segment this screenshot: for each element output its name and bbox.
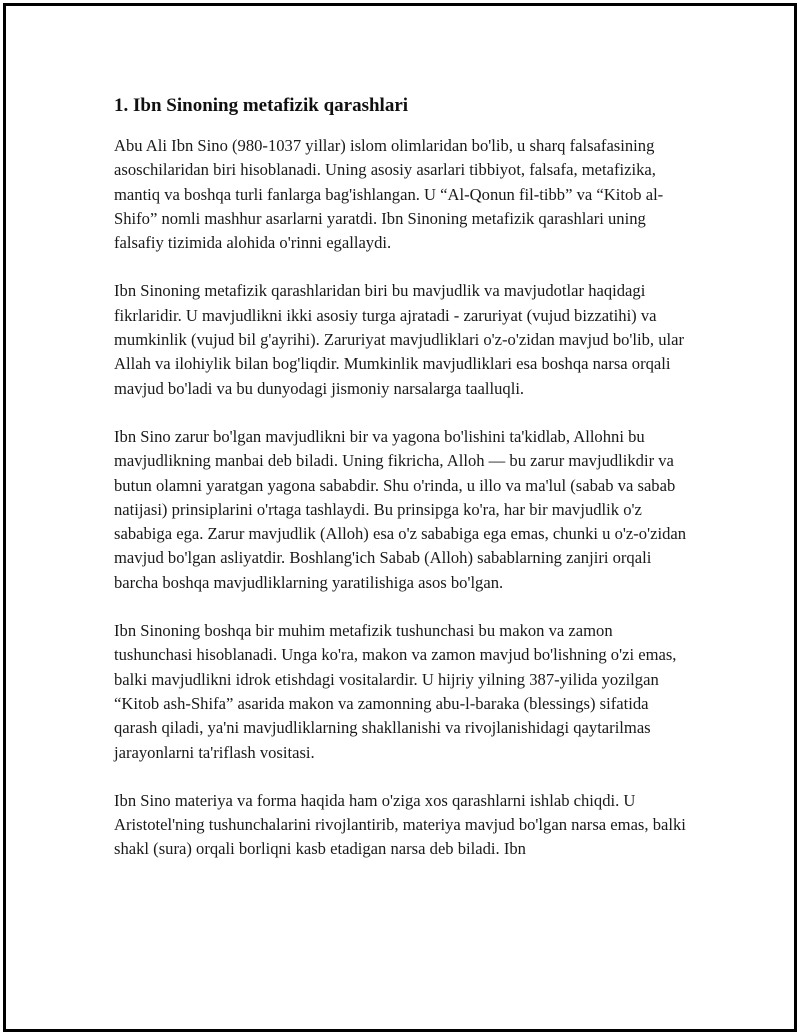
document-body — [114, 92, 694, 886]
paragraph-1: Abu Ali Ibn Sino (980-1037 yillar) islom olimlaridan bo'lib, u sharq falsafasining asoschilaridan biri hisoblanadi. Uning asosiy asarlari tibbiyot, falsafa, metafizika, mantiq va boshqa turli fanlarga bag'ishlangan. U “Al-Qonun fil-tibb” va “Kitob al-Shifo” nomli mashhur asarlarni yaratdi. Ibn Sinoning metafizik qarashlari uning falsafiy tizimida alohida o'rinni egallaydi. — [114, 136, 664, 253]
section-title: 1. Ibn Sinoning metafizik qarashlari — [114, 95, 409, 116]
paragraph-2: Ibn Sinoning metafizik qarashlaridan biri bu mavjudlik va mavjudotlar haqidagi fikrlaridir. U mavjudlikni ikki asosiy turga ajratadi - zaruriyat (vujud bizzatihi) va mumkinlik (vujud bil g'ayrihi). Zaruriyat mavjudliklari o'z-o'zidan mavjud bo'lib, ular Allah va ilohiylik bilan bog'liqdir. Mumkinlik mavjudliklari esa boshqa narsa orqali mavjud bo'ladi va bu dunyodagi jismoniy narsalarga taalluqli. — [114, 281, 685, 398]
paragraph-4: Ibn Sinoning boshqa bir muhim metafizik tushunchasi bu makon va zamon tushunchasi hisoblanadi. Unga ko'ra, makon va zamon mavjud bo'lishning o'zi emas, balki mavjudlikni idrok etishdagi vositalardir. U hijriy yilning 387-yilida yozilgan “Kitob ash-Shifa” asarida makon va zamonning abu-l-baraka (blessings) sifatida qarash qiladi, ya'ni mavjudliklarning shakllanishi va rivojlanishidagi qaytarilmas jarayonlarni ta'riflash vositasi. — [114, 621, 677, 762]
paragraph-3: Ibn Sino zarur bo'lgan mavjudlikni bir va yagona bo'lishini ta'kidlab, Allohni bu mavjudlikning manbai deb biladi. Uning fikricha, Alloh — bu zarur mavjudlikdir va butun olamni yaratgan yagona sababdir. Shu o'rinda, u illo va ma'lul (sabab va sabab natijasi) prinsiplarini o'rtaga tashlaydi. Bu prinsipga ko'ra, har bir mavjudlik o'z sababiga ega. Zarur mavjudlik (Alloh) esa o'z sababiga ega emas, chunki u o'z-o'zidan mavjud bo'lgan asliyatdir. Boshlang'ich Sabab (Alloh) sabablarning zanjiri orqali barcha boshqa mavjudliklarning yaratilishiga asos bo'lgan. — [114, 426, 687, 592]
paragraph-5: Ibn Sino materiya va forma haqida ham o'ziga xos qarashlarni ishlab chiqdi. U Aristotel'ning tushunchalarini rivojlantirib, materiya mavjud bo'lgan narsa emas, balki shakl (sura) orqali borliqni kasb etadigan narsa deb biladi. Ibn — [114, 790, 686, 859]
